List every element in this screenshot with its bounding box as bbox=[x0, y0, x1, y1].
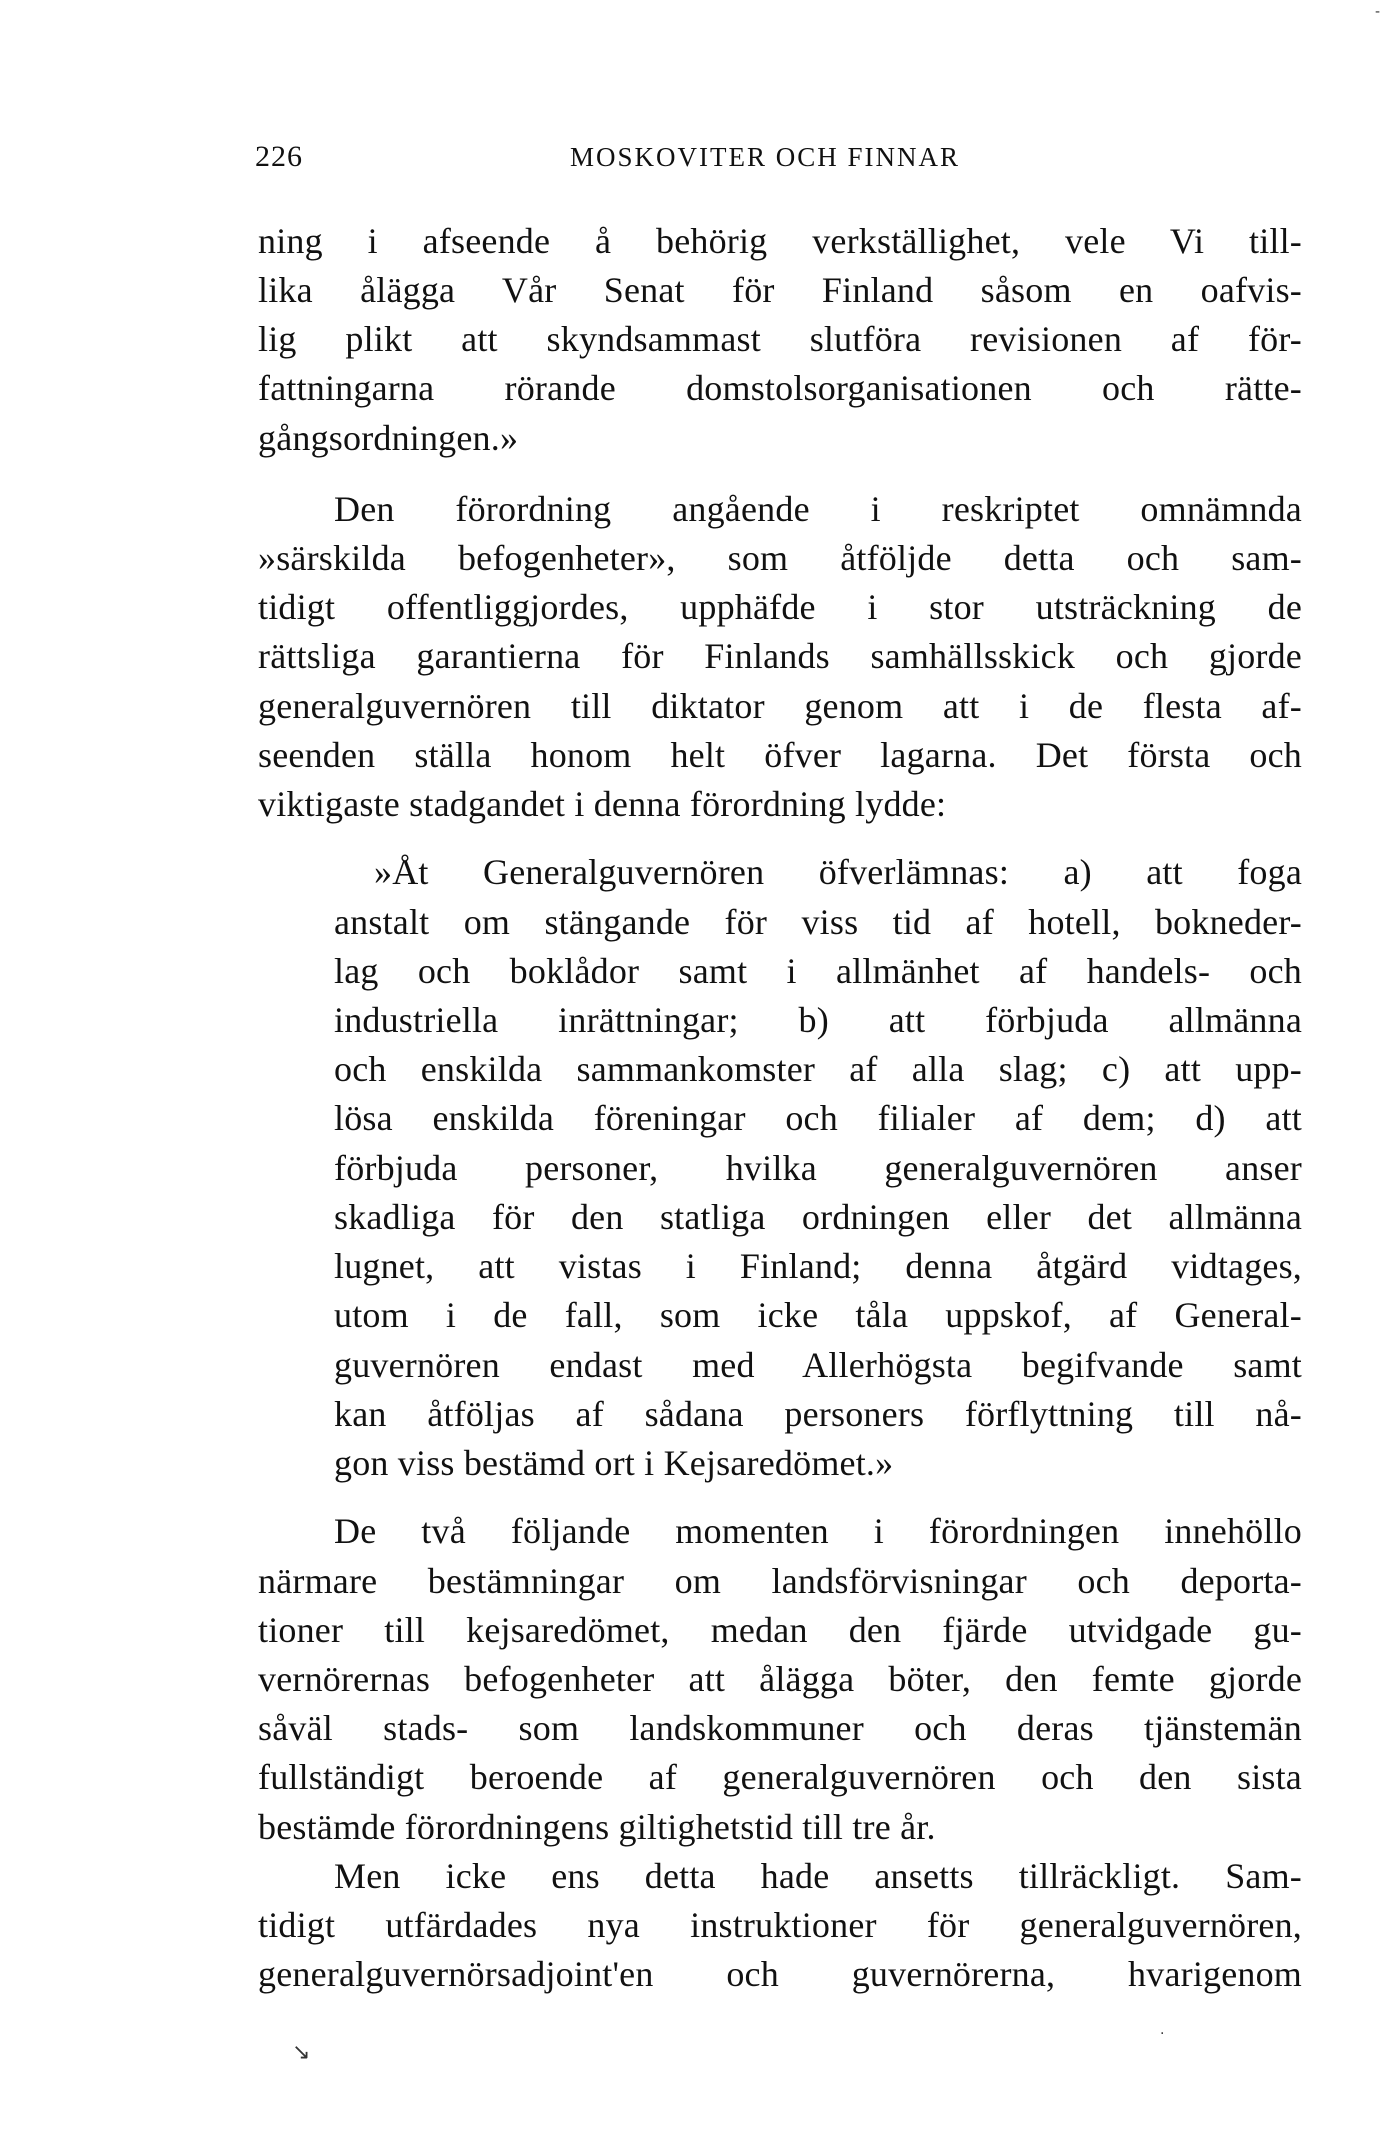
text-line: generalguvernörsadjoint'en och guvernörerna, hvarigenom bbox=[258, 1954, 1302, 1994]
text-line: generalguvernören till diktator genom att i de flesta af- bbox=[258, 686, 1302, 726]
text-line: fullständigt beroende af generalguvernören och den sista bbox=[258, 1757, 1302, 1797]
quote-line: »Åt Generalguvernören öfverlämnas: a) att foga bbox=[374, 852, 1302, 892]
text-line: viktigaste stadgandet i denna förordning lydde: bbox=[258, 784, 947, 824]
text-line: gångsordningen.» bbox=[258, 418, 519, 458]
quote-line: guvernören endast med Allerhögsta begifvande samt bbox=[334, 1345, 1302, 1385]
text-line: tioner till kejsaredömet, medan den fjärde utvidgade gu- bbox=[258, 1610, 1302, 1650]
text-line: lika ålägga Vår Senat för Finland såsom en oafvis- bbox=[258, 270, 1302, 310]
quote-line: lag och boklådor samt i allmänhet af handels- och bbox=[334, 951, 1302, 991]
quote-line: anstalt om stängande för viss tid af hotell, bokneder- bbox=[334, 902, 1302, 942]
text-line: vernörernas befogenheter att ålägga böter, den femte gjorde bbox=[258, 1659, 1302, 1699]
quote-line: förbjuda personer, hvilka generalguvernören anser bbox=[334, 1148, 1302, 1188]
quote-line: skadliga för den statliga ordningen eller det allmänna bbox=[334, 1197, 1302, 1237]
text-line: Den förordning angående i reskriptet omnämnda bbox=[334, 489, 1302, 529]
text-line: ning i afseende å behörig verkställighet, vele Vi till- bbox=[258, 221, 1302, 261]
text-line: Men icke ens detta hade ansetts tillräckligt. Sam- bbox=[334, 1856, 1302, 1896]
quote-line: lösa enskilda föreningar och filialer af dem; d) att bbox=[334, 1098, 1302, 1138]
running-head: MOSKOVITER OCH FINNAR bbox=[570, 142, 961, 172]
text-line: såväl stads- som landskommuner och deras tjänstemän bbox=[258, 1708, 1302, 1748]
text-line: tidigt utfärdades nya instruktioner för generalguvernören, bbox=[258, 1905, 1302, 1945]
text-line: »särskilda befogenheter», som åtföljde detta och sam- bbox=[258, 538, 1302, 578]
text-line: tidigt offentliggjordes, upphäfde i stor utsträckning de bbox=[258, 587, 1302, 627]
text-line: närmare bestämningar om landsförvisningar och deporta- bbox=[258, 1561, 1302, 1601]
print-smudge: ↘ bbox=[292, 2040, 311, 2065]
corner-mark: - bbox=[1374, 4, 1380, 20]
text-line: rättsliga garantierna för Finlands samhällsskick och gjorde bbox=[258, 636, 1302, 676]
text-line: seenden ställa honom helt öfver lagarna. Det första och bbox=[258, 735, 1302, 775]
text-line: De två följande momenten i förordningen innehöllo bbox=[334, 1511, 1302, 1551]
quote-line: utom i de fall, som icke tåla uppskof, af General- bbox=[334, 1295, 1302, 1335]
quote-line: lugnet, att vistas i Finland; denna åtgärd vidtages, bbox=[334, 1246, 1302, 1286]
page-number: 226 bbox=[255, 140, 303, 173]
print-dot: · bbox=[1160, 2026, 1165, 2042]
quote-line: och enskilda sammankomster af alla slag; c) att upp- bbox=[334, 1049, 1302, 1089]
text-line: bestämde förordningens giltighetstid till tre år. bbox=[258, 1807, 936, 1847]
quote-line: gon viss bestämd ort i Kejsaredömet.» bbox=[334, 1443, 894, 1483]
quote-line: industriella inrättningar; b) att förbjuda allmänna bbox=[334, 1000, 1302, 1040]
quote-line: kan åtföljas af sådana personers förflyttning till nå- bbox=[334, 1394, 1302, 1434]
text-line: fattningarna rörande domstolsorganisationen och rätte- bbox=[258, 368, 1302, 408]
text-line: lig plikt att skyndsammast slutföra revisionen af för- bbox=[258, 319, 1302, 359]
